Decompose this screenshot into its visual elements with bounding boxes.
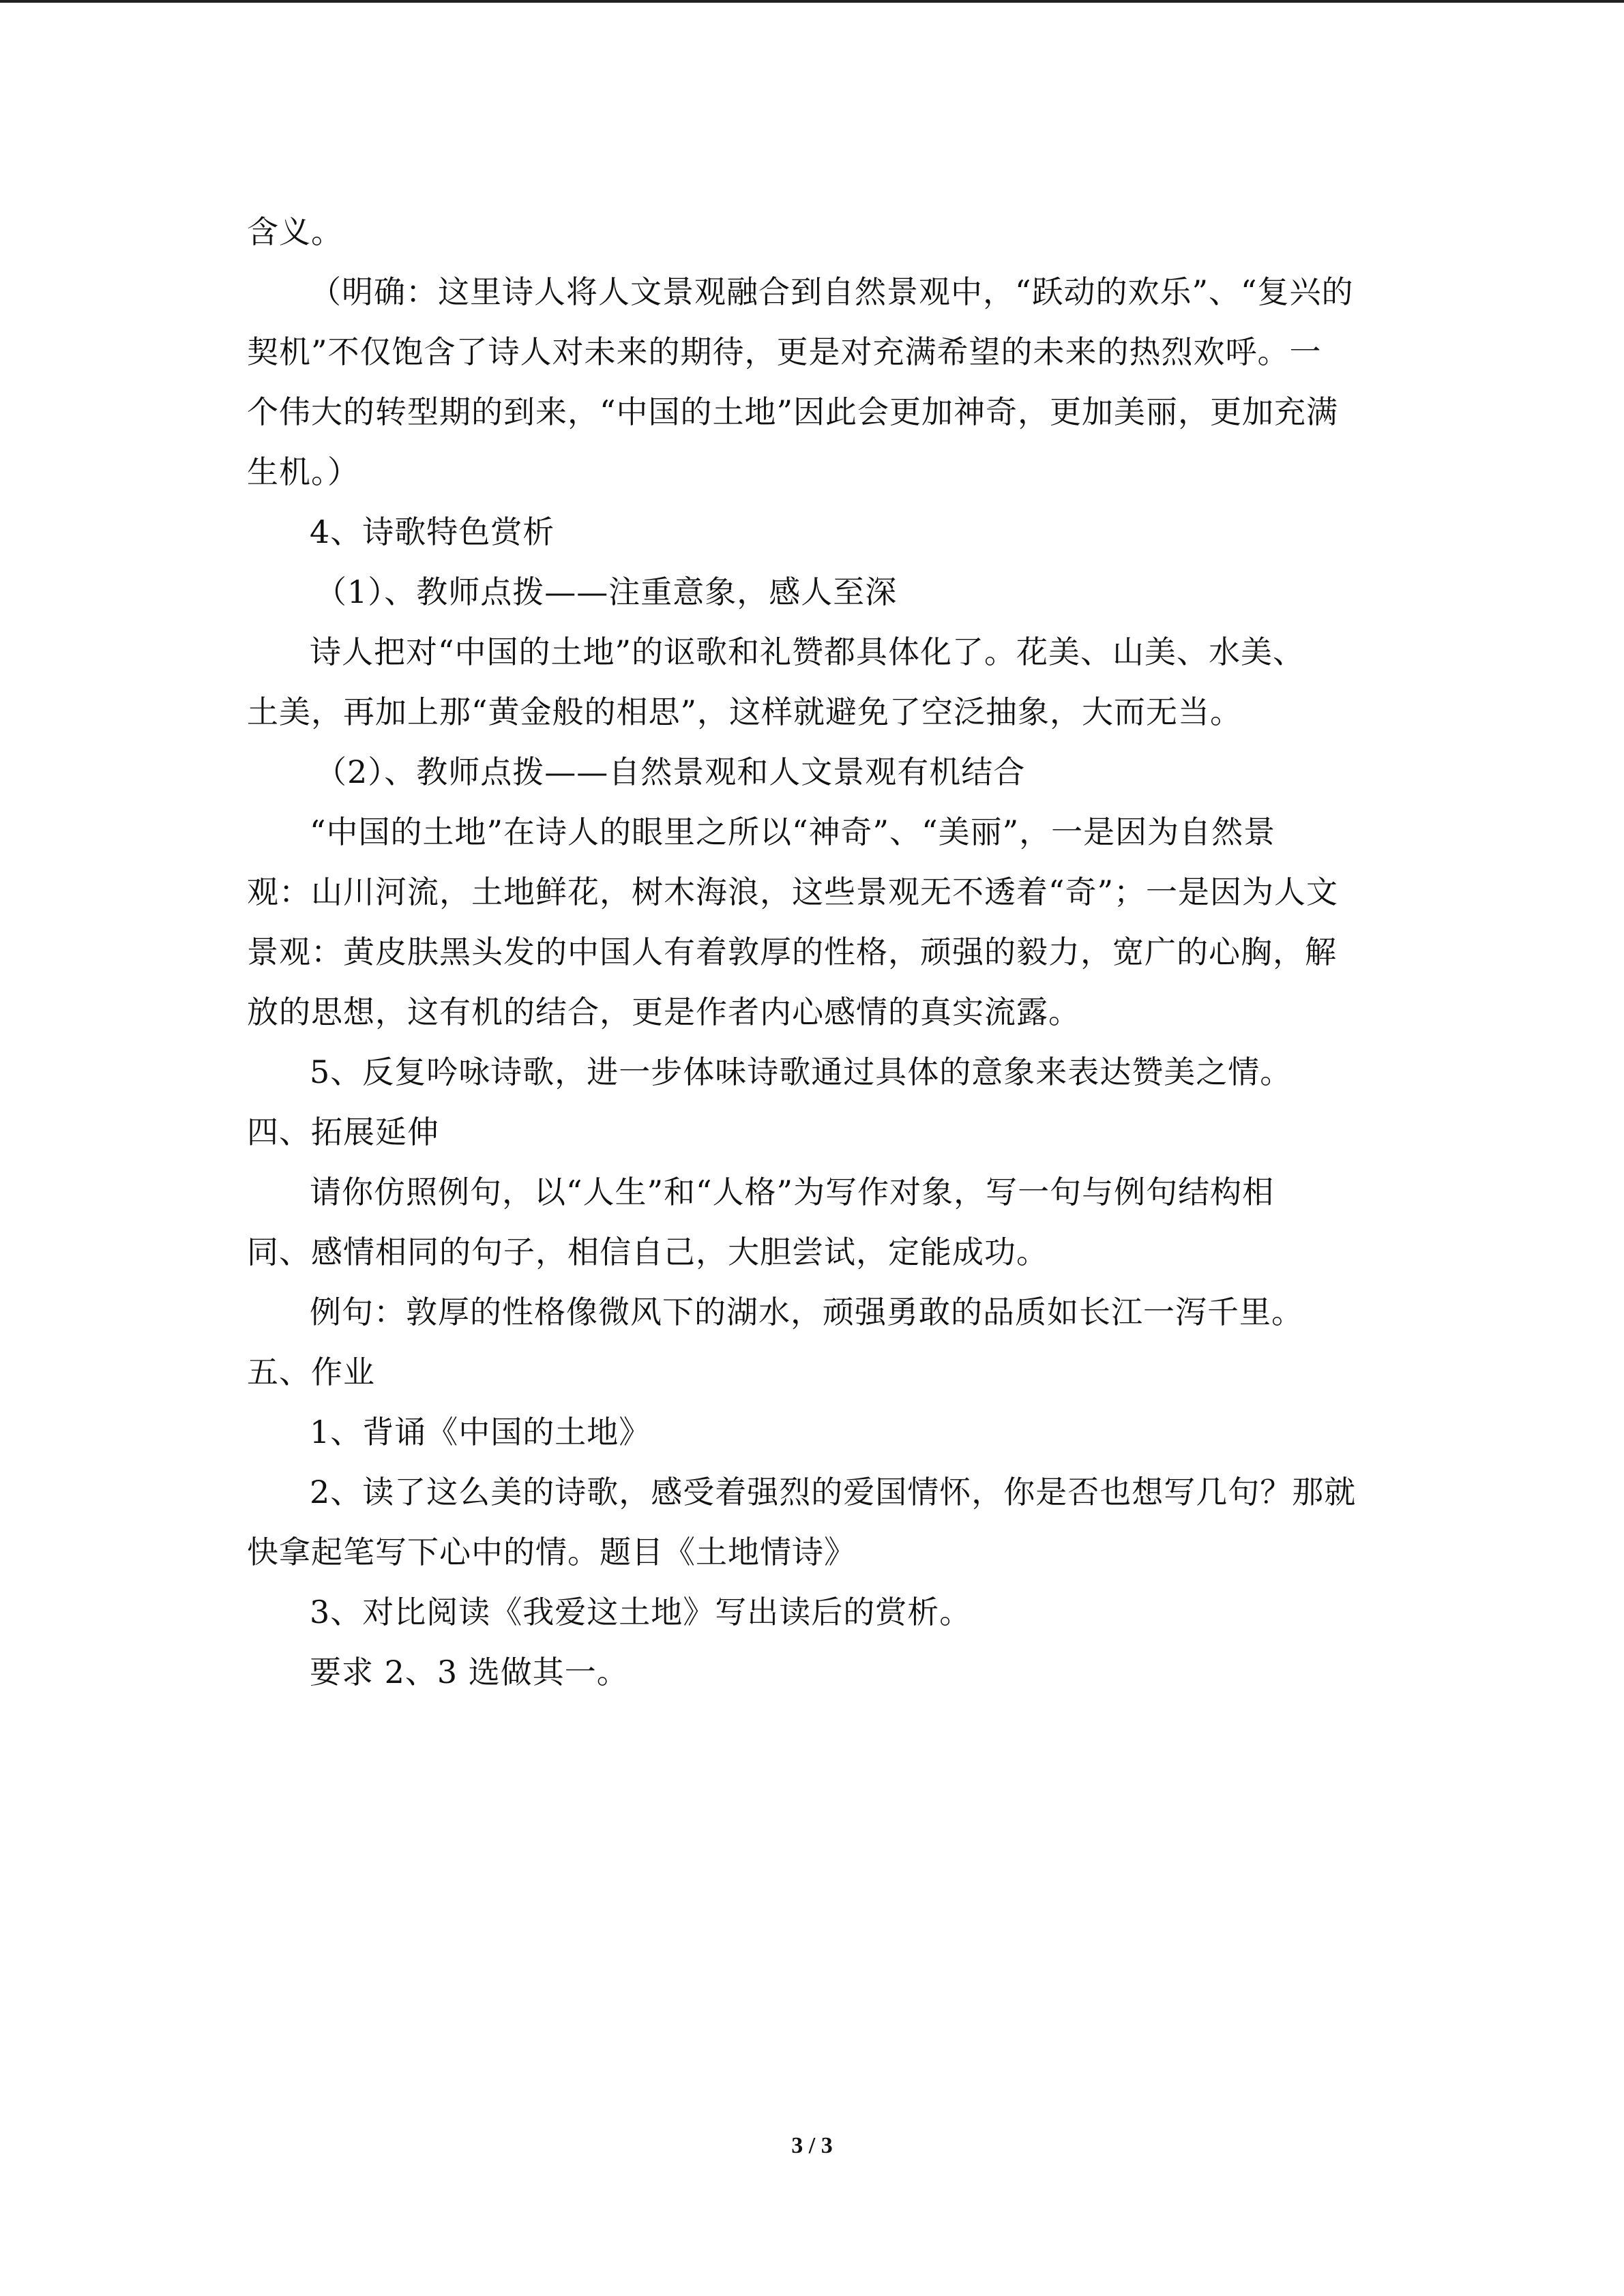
chapter-heading: 五、作业: [247, 1354, 375, 1390]
subsection-heading: （2）、教师点拨——自然景观和人文景观有机结合: [315, 754, 1026, 790]
text-line: 诗人把对“中国的土地”的讴歌和礼赞都具体化了。花美、山美、水美、: [310, 633, 1305, 670]
text-line: “中国的土地”在诗人的眼里之所以“神奇”、“美丽”，一是因为自然景: [310, 814, 1276, 850]
text-line: 土美，再加上那“黄金般的相思”，这样就避免了空泛抽象，大而无当。: [247, 694, 1243, 730]
section-heading: 5、反复吟咏诗歌，进一步体味诗歌通过具体的意象来表达赞美之情。: [310, 1054, 1293, 1090]
text-line: 放的思想，这有机的结合，更是作者内心感情的真实流露。: [247, 994, 1080, 1030]
chapter-heading: 四、拓展延伸: [247, 1114, 439, 1150]
document-body: [247, 202, 1379, 1702]
list-item: 1、背诵《中国的土地》: [310, 1414, 651, 1450]
text-line: 契机”不仅饱含了诗人对未来的期待，更是对充满希望的未来的热烈欢呼。一: [247, 333, 1322, 370]
page-number: 3 / 3: [791, 2133, 833, 2158]
text-line: 含义。: [247, 213, 343, 250]
subsection-heading: （1）、教师点拨——注重意象，感人至深: [315, 573, 898, 610]
top-border-rule: [0, 0, 1624, 3]
text-line: 快拿起笔写下心中的情。题目《土地情诗》: [247, 1534, 856, 1570]
list-item: 3、对比阅读《我爱这土地》写出读后的赏析。: [310, 1594, 972, 1630]
text-line: 同、感情相同的句子，相信自己，大胆尝试，定能成功。: [247, 1234, 1048, 1270]
text-line: 观：山川河流，土地鲜花，树木海浪，这些景观无不透着“奇”；一是因为人文: [247, 874, 1339, 910]
text-line: 生机。）: [247, 453, 359, 490]
text-line: 请你仿照例句，以“人生”和“人格”为写作对象，写一句与例句结构相: [310, 1174, 1275, 1210]
text-line: （明确：这里诗人将人文景观融合到自然景观中，“跃动的欢乐”、“复兴的: [310, 273, 1354, 310]
text-line: 例句：敦厚的性格像微风下的湖水，顽强勇敢的品质如长江一泻千里。: [310, 1294, 1303, 1330]
text-line: 个伟大的转型期的到来，“中国的土地”因此会更加神奇，更加美丽，更加充满: [247, 393, 1339, 430]
text-line: 要求 2、3 选做其一。: [310, 1654, 629, 1690]
list-item: 2、读了这么美的诗歌，感受着强烈的爱国情怀，你是否也想写几句？那就: [310, 1474, 1357, 1510]
text-line: 景观：黄皮肤黑头发的中国人有着敦厚的性格，顽强的毅力，宽广的心胸，解: [247, 934, 1337, 970]
section-heading: 4、诗歌特色赏析: [310, 513, 555, 550]
